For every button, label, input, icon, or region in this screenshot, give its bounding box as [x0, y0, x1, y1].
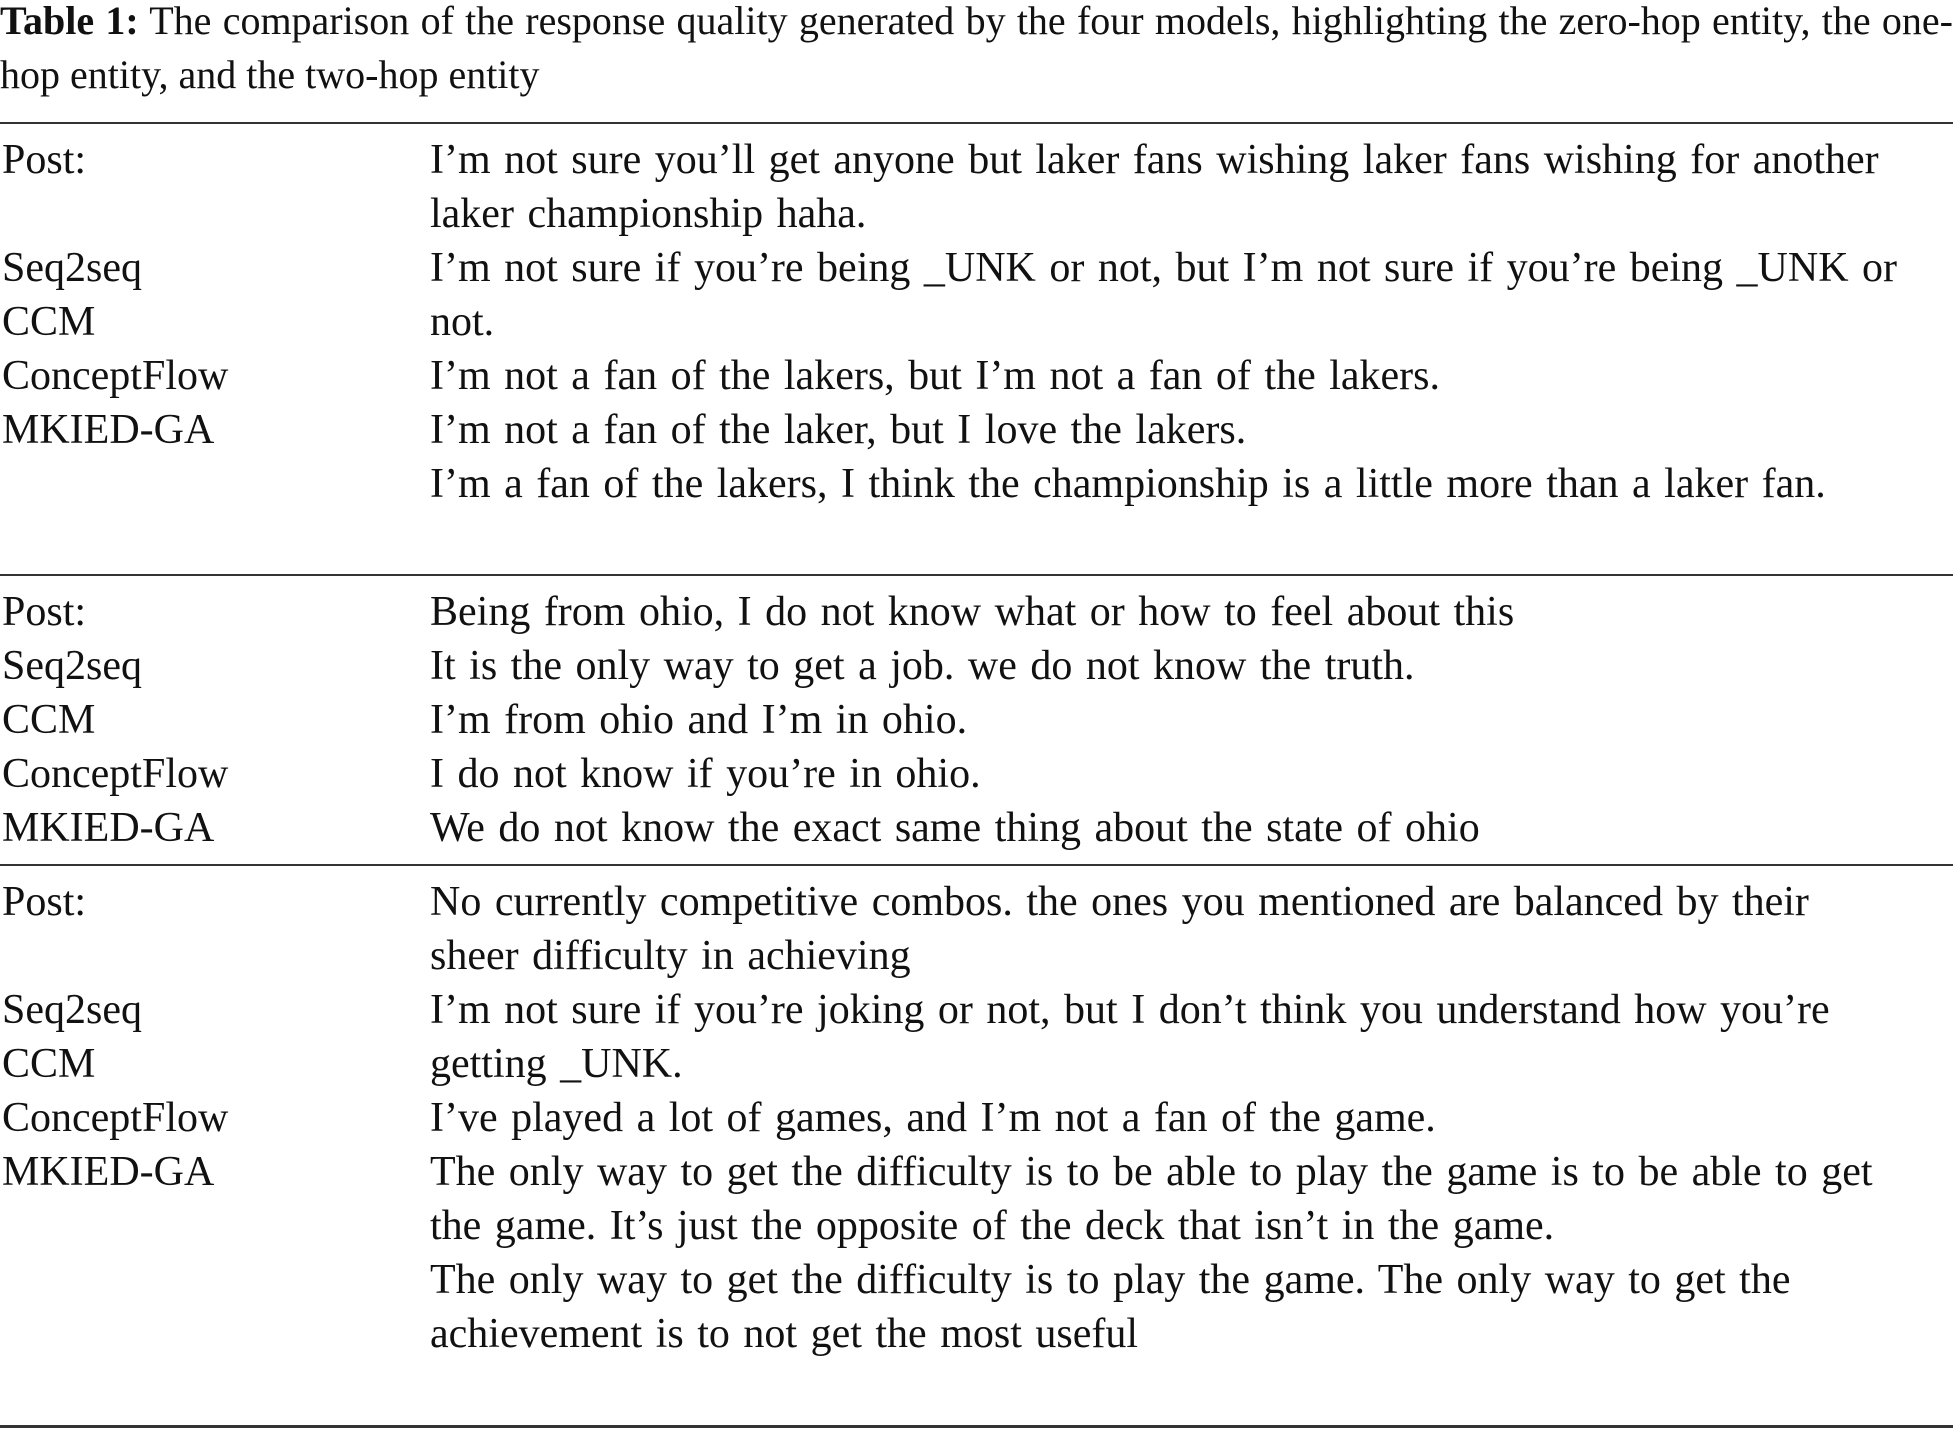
table-top-rule	[0, 122, 1953, 124]
response-text: I’m not sure if you’re being _UNK or not, but I’m not sure if you’re being _UNK or not.	[430, 245, 1898, 345]
row-label-seq2seq: Seq2seq	[2, 245, 142, 291]
row-label-conceptflow: ConceptFlow	[2, 353, 229, 399]
response-text: I’m from ohio and I’m in ohio.	[430, 697, 968, 743]
row-labels	[2, 133, 422, 457]
row-label-blank	[2, 187, 422, 241]
response-text: I’ve played a lot of games, and I’m not a fan of the game.	[430, 1095, 1436, 1141]
response-text: I’m a fan of the lakers, I think the championship is a little more than a laker fan.	[430, 461, 1826, 507]
row-label-post: Post:	[2, 589, 87, 635]
post-text: No currently competitive combos. the ones you mentioned are balanced by their sheer difficulty in achieving	[430, 879, 1809, 979]
row-label-ccm: CCM	[2, 1041, 96, 1087]
row-label-seq2seq: Seq2seq	[2, 987, 142, 1033]
row-label-mkied-ga: MKIED-GA	[2, 1149, 215, 1195]
table-caption	[0, 0, 1953, 102]
response-text: We do not know the exact same thing about the state of ohio	[430, 805, 1480, 851]
response-text: The only way to get the difficulty is to play the game. The only way to get the achievement is to not get the most useful	[430, 1257, 1791, 1357]
response-text: I’m not sure if you’re joking or not, but I don’t think you understand how you’re getting _UNK.	[430, 987, 1830, 1087]
row-label-blank	[2, 929, 422, 983]
row-label-mkied-ga: MKIED-GA	[2, 805, 215, 851]
row-labels	[2, 875, 422, 1199]
row-label-mkied-ga: MKIED-GA	[2, 407, 215, 453]
row-label-post: Post:	[2, 879, 87, 925]
group-separator-rule	[0, 574, 1953, 576]
post-text: I’m not sure you’ll get anyone but laker fans wishing laker fans wishing for another laker championship haha.	[430, 137, 1879, 237]
response-text: It is the only way to get a job. we do not know the truth.	[430, 643, 1415, 689]
row-label-ccm: CCM	[2, 697, 96, 743]
response-text: I’m not a fan of the lakers, but I’m not a fan of the lakers.	[430, 353, 1440, 399]
row-label-conceptflow: ConceptFlow	[2, 1095, 229, 1141]
response-text: The only way to get the difficulty is to be able to play the game is to be able to get the game. It’s just the opposite of the deck that isn’t in the game.	[430, 1149, 1873, 1249]
table-bottom-rule	[0, 1425, 1953, 1428]
row-label-ccm: CCM	[2, 299, 96, 345]
response-text: I do not know if you’re in ohio.	[430, 751, 981, 797]
post-text: Being from ohio, I do not know what or how to feel about this	[430, 589, 1515, 635]
group-separator-rule	[0, 864, 1953, 866]
response-texts	[430, 875, 1902, 1361]
row-label-conceptflow: ConceptFlow	[2, 751, 229, 797]
caption-label: Table 1:	[0, 0, 139, 43]
caption-text: The comparison of the response quality generated by the four models, highlighting the zero-hop entity, the one-hop entity, and the two-hop entity	[0, 0, 1953, 97]
row-label-seq2seq: Seq2seq	[2, 643, 142, 689]
response-text: I’m not a fan of the laker, but I love the lakers.	[430, 407, 1247, 453]
response-texts	[430, 585, 1902, 855]
response-texts	[430, 133, 1902, 511]
row-labels	[2, 585, 422, 855]
row-label-post: Post:	[2, 137, 87, 183]
